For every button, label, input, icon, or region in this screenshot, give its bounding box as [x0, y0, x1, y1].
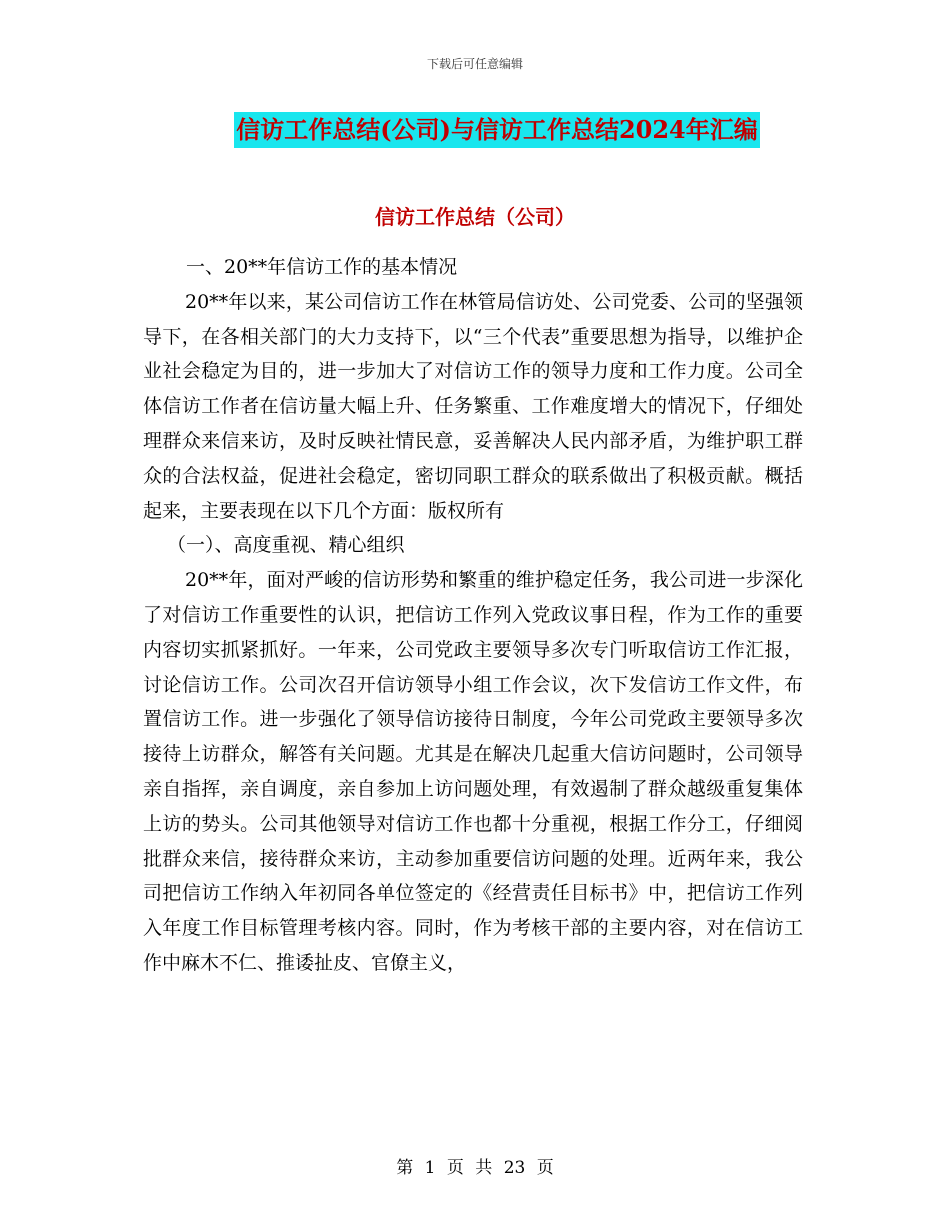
subsection-heading: （一）、高度重视、精心组织	[167, 534, 405, 557]
body-text	[143, 250, 803, 981]
paragraph: 20**年，面对严峻的信访形势和繁重的维护稳定任务，我公司进一步深化了对信访工作重要性的认识，把信访工作列入党政议事日程，作为工作的重要内容切实抓紧抓好。一年来，公司党政主要领导多次专门听取信访工作汇报，讨论信访工作。公司次召开信访领导小组工作会议，次下发信访工作文件，布置信访工作。进一步强化了领导信访接待日制度，今年公司党政主要领导多次接待上访群众，解答有关问题。尤其是在解决几起重大信访问题时，公司领导亲自指挥，亲自调度，亲自参加上访问题处理，有效遏制了群众越级重复集体上访的势头。公司其他领导对信访工作也都十分重视，根据工作分工，仔细阅批群众来信，接待群众来访，主动参加重要信访问题的处理。近两年来，我公司把信访工作纳入年初同各单位签定的《经营责任目标书》中，把信访工作列入年度工作目标管理考核内容。同时，作为考核干部的主要内容，对在信访工作中麻木不仁、推诿扯皮、官僚主义，	[143, 569, 803, 974]
page-footer: 第 1 页 共 23 页	[396, 1158, 554, 1178]
main-title-wrapper	[0, 112, 950, 148]
header-note: 下载后可任意编辑	[426, 57, 523, 71]
paragraph: 20**年以来，某公司信访工作在林管局信访处、公司党委、公司的坚强领导下，在各相关部门的大力支持下，以“三个代表”重要思想为指导，以维护企业社会稳定为目的，进一步加大了对信访工作的领导力度和工作力度。公司全体信访工作者在信访量大幅上升、任务繁重、工作难度增大的情况下，仔细处理群众来信来访，及时反映社情民意，妥善解决人民内部矛盾，为维护职工群众的合法权益，促进社会稳定，密切同职工群众的联系做出了积极贡献。概括起来，主要表现在以下几个方面：版权所有	[143, 290, 803, 522]
sub-title: 信访工作总结（公司）	[375, 205, 575, 229]
main-title: 信访工作总结(公司)与信访工作总结2024年汇编	[234, 112, 760, 148]
section-heading: 一、20**年信访工作的基本情况	[186, 256, 458, 278]
